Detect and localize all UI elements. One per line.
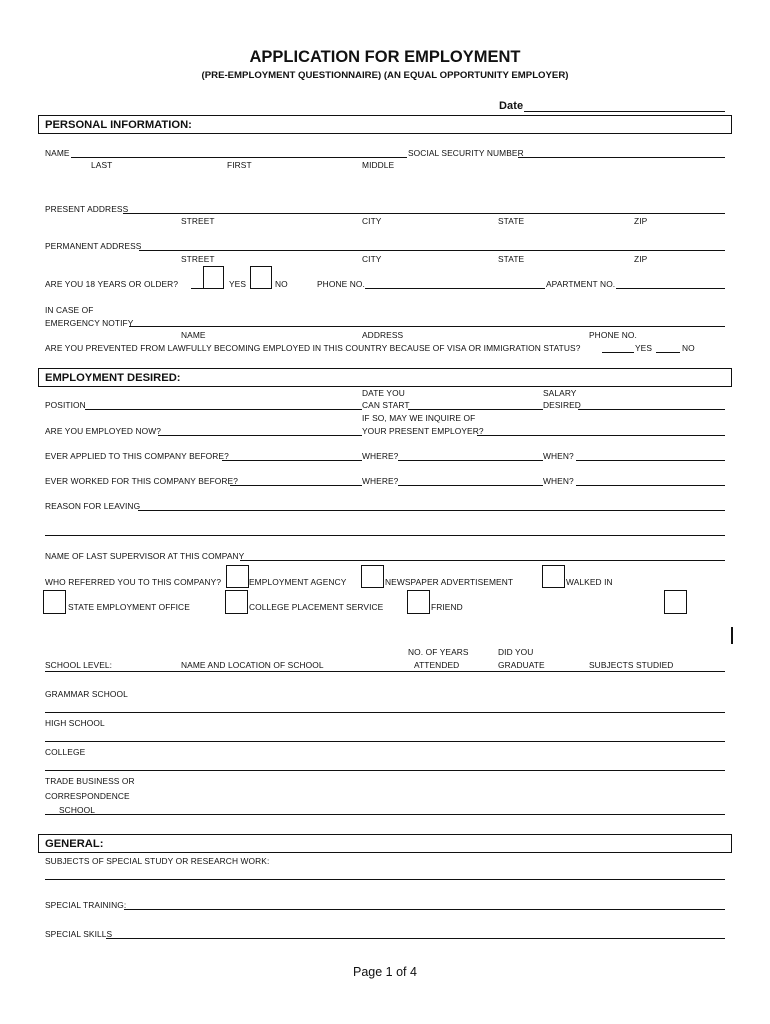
visa-question: ARE YOU PREVENTED FROM LAWFULLY BECOMING EMPLOYED IN THIS COUNTRY BECAUSE OF VISA OR IMMIGRATION STATUS? bbox=[45, 343, 581, 353]
permanent-address-field[interactable] bbox=[139, 250, 725, 251]
age-no-checkbox[interactable] bbox=[250, 266, 272, 289]
other-checkbox[interactable] bbox=[664, 590, 687, 614]
permanent-sub-street: STREET bbox=[181, 254, 215, 264]
section-general bbox=[38, 834, 732, 853]
college-placement-checkbox[interactable] bbox=[225, 590, 248, 614]
age-question: ARE YOU 18 YEARS OR OLDER? bbox=[45, 279, 179, 289]
form-title: APPLICATION FOR EMPLOYMENT bbox=[249, 48, 521, 66]
trade-label-2: CORRESPONDENCE bbox=[45, 791, 130, 801]
employment-agency-checkbox[interactable] bbox=[226, 565, 249, 588]
employed-now-label: ARE YOU EMPLOYED NOW? bbox=[45, 426, 161, 436]
phone-label: PHONE NO. bbox=[317, 279, 365, 289]
date-start-label-2: CAN START bbox=[362, 400, 410, 410]
emergency-sub-address: ADDRESS bbox=[362, 330, 404, 340]
inquire-label-2: YOUR PRESENT EMPLOYER? bbox=[362, 426, 484, 436]
col-years-1: NO. OF YEARS bbox=[408, 647, 469, 657]
high-school-label: HIGH SCHOOL bbox=[45, 718, 105, 728]
applied-when-field[interactable] bbox=[576, 460, 725, 461]
walked-in-label: WALKED IN bbox=[566, 577, 613, 587]
applied-when-label: WHEN? bbox=[543, 451, 574, 461]
ssn-field[interactable] bbox=[518, 157, 725, 158]
section-title: EMPLOYMENT DESIRED: bbox=[45, 372, 181, 384]
section-personal-information bbox=[38, 115, 732, 134]
friend-label: FRIEND bbox=[431, 602, 463, 612]
name-label: NAME bbox=[45, 148, 70, 158]
vertical-mark bbox=[731, 627, 733, 644]
position-label: POSITION bbox=[45, 400, 86, 410]
special-study-label: SUBJECTS OF SPECIAL STUDY OR RESEARCH WORK: bbox=[45, 856, 270, 866]
present-sub-city: CITY bbox=[362, 216, 382, 226]
date-label: Date bbox=[499, 100, 524, 112]
special-training-field[interactable] bbox=[124, 909, 725, 910]
section-title: PERSONAL INFORMATION: bbox=[45, 119, 192, 131]
education-header-rule bbox=[45, 671, 725, 672]
worked-when-field[interactable] bbox=[576, 485, 725, 486]
phone-field[interactable] bbox=[365, 288, 545, 289]
present-sub-zip: ZIP bbox=[634, 216, 648, 226]
name-field[interactable] bbox=[71, 157, 407, 158]
trade-school-field[interactable] bbox=[45, 814, 725, 815]
walked-in-checkbox[interactable] bbox=[542, 565, 565, 588]
permanent-sub-state: STATE bbox=[498, 254, 525, 264]
form-subtitle: (PRE-EMPLOYMENT QUESTIONNAIRE) (AN EQUAL OPPORTUNITY EMPLOYER) bbox=[201, 70, 569, 81]
permanent-sub-city: CITY bbox=[362, 254, 382, 264]
high-school-field[interactable] bbox=[45, 741, 725, 742]
ssn-label: SOCIAL SECURITY NUMBER bbox=[408, 148, 524, 158]
worked-when-label: WHEN? bbox=[543, 476, 574, 486]
name-sub-middle: MIDDLE bbox=[362, 160, 395, 170]
emergency-label-2: EMERGENCY NOTIFY bbox=[45, 318, 134, 328]
position-field[interactable] bbox=[85, 409, 362, 410]
present-address-field[interactable] bbox=[123, 213, 725, 214]
worked-where-field[interactable] bbox=[398, 485, 543, 486]
state-employment-label: STATE EMPLOYMENT OFFICE bbox=[68, 602, 190, 612]
applied-before-field[interactable] bbox=[222, 460, 362, 461]
age-yes-checkbox[interactable] bbox=[203, 266, 224, 289]
applied-where-label: WHERE? bbox=[362, 451, 399, 461]
trade-label-3: SCHOOL bbox=[59, 805, 95, 815]
page-number: Page 1 of 4 bbox=[353, 965, 417, 979]
visa-yes-field[interactable] bbox=[602, 352, 634, 353]
reason-leaving-label: REASON FOR LEAVING bbox=[45, 501, 141, 511]
employment-agency-label: EMPLOYMENT AGENCY bbox=[249, 577, 347, 587]
newspaper-checkbox[interactable] bbox=[361, 565, 384, 588]
trade-label-1: TRADE BUSINESS OR bbox=[45, 776, 135, 786]
supervisor-field[interactable] bbox=[240, 560, 725, 561]
salary-field[interactable] bbox=[578, 409, 725, 410]
supervisor-label: NAME OF LAST SUPERVISOR AT THIS COMPANY bbox=[45, 551, 245, 561]
worked-before-field[interactable] bbox=[230, 485, 362, 486]
applied-before-label: EVER APPLIED TO THIS COMPANY BEFORE? bbox=[45, 451, 229, 461]
friend-checkbox[interactable] bbox=[407, 590, 430, 614]
reason-leaving-field-2[interactable] bbox=[45, 535, 725, 536]
emergency-sub-phone: PHONE NO. bbox=[589, 330, 637, 340]
permanent-address-label: PERMANENT ADDRESS bbox=[45, 241, 142, 251]
age-no-line bbox=[250, 288, 272, 289]
age-yes-label: YES bbox=[229, 279, 247, 289]
visa-no-label: NO bbox=[682, 343, 695, 353]
college-placement-label: COLLEGE PLACEMENT SERVICE bbox=[249, 602, 384, 612]
college-label: COLLEGE bbox=[45, 747, 86, 757]
col-subjects: SUBJECTS STUDIED bbox=[589, 660, 674, 670]
present-address-label: PRESENT ADDRESS bbox=[45, 204, 129, 214]
apartment-label: APARTMENT NO. bbox=[546, 279, 616, 289]
college-field[interactable] bbox=[45, 770, 725, 771]
name-sub-last: LAST bbox=[91, 160, 113, 170]
permanent-sub-zip: ZIP bbox=[634, 254, 648, 264]
col-name-location: NAME AND LOCATION OF SCHOOL bbox=[181, 660, 324, 670]
grammar-school-field[interactable] bbox=[45, 712, 725, 713]
reason-leaving-field[interactable] bbox=[138, 510, 725, 511]
inquire-label-1: IF SO, MAY WE INQUIRE OF bbox=[362, 413, 476, 423]
state-employment-checkbox[interactable] bbox=[43, 590, 66, 614]
present-sub-street: STREET bbox=[181, 216, 215, 226]
grammar-school-label: GRAMMAR SCHOOL bbox=[45, 689, 128, 699]
present-sub-state: STATE bbox=[498, 216, 525, 226]
worked-where-label: WHERE? bbox=[362, 476, 399, 486]
col-graduate-1: DID YOU bbox=[498, 647, 534, 657]
date-start-label-1: DATE YOU bbox=[362, 388, 405, 398]
referred-label: WHO REFERRED YOU TO THIS COMPANY? bbox=[45, 577, 222, 587]
section-employment-desired bbox=[38, 368, 732, 387]
col-years-2: ATTENDED bbox=[414, 660, 460, 670]
emergency-sub-name: NAME bbox=[181, 330, 206, 340]
visa-yes-label: YES bbox=[635, 343, 653, 353]
inquire-field[interactable] bbox=[477, 435, 725, 436]
apartment-field[interactable] bbox=[616, 288, 725, 289]
worked-before-label: EVER WORKED FOR THIS COMPANY BEFORE? bbox=[45, 476, 238, 486]
emergency-label-1: IN CASE OF bbox=[45, 305, 94, 315]
special-skills-label: SPECIAL SKILLS bbox=[45, 929, 113, 939]
special-skills-field[interactable] bbox=[106, 938, 725, 939]
employed-now-field[interactable] bbox=[158, 435, 362, 436]
salary-label-2: DESIRED bbox=[543, 400, 581, 410]
visa-no-field[interactable] bbox=[656, 352, 680, 353]
age-no-label: NO bbox=[275, 279, 288, 289]
special-study-field[interactable] bbox=[45, 879, 725, 880]
salary-label-1: SALARY bbox=[543, 388, 577, 398]
date-field[interactable] bbox=[524, 111, 725, 112]
col-graduate-2: GRADUATE bbox=[498, 660, 545, 670]
emergency-field[interactable] bbox=[129, 326, 725, 327]
name-sub-first: FIRST bbox=[227, 160, 252, 170]
section-title: GENERAL: bbox=[45, 838, 104, 850]
col-school-level: SCHOOL LEVEL: bbox=[45, 660, 113, 670]
special-training-label: SPECIAL TRAINING: bbox=[45, 900, 127, 910]
date-start-field[interactable] bbox=[408, 409, 543, 410]
applied-where-field[interactable] bbox=[398, 460, 543, 461]
newspaper-label: NEWSPAPER ADVERTISEMENT bbox=[385, 577, 514, 587]
